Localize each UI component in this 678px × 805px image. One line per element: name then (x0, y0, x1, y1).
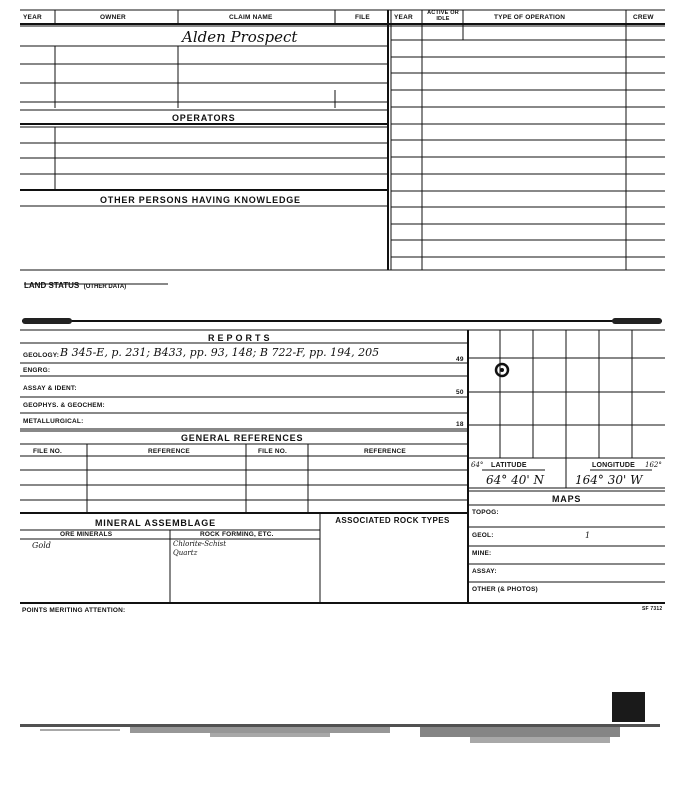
maps-geol: GEOL: (472, 532, 494, 539)
land-status-label: LAND STATUS (24, 281, 80, 290)
report-number-18: 18 (456, 421, 464, 428)
geology-value: B 345-E, p. 231; B433, pp. 93, 148; B 722-F, pp. 194, 205 (60, 346, 380, 359)
assay-ident-label: ASSAY & IDENT: (23, 385, 77, 392)
header-year: YEAR (23, 14, 42, 21)
ref-reference-header: REFERENCE (148, 448, 190, 455)
header-file: FILE (355, 14, 370, 21)
rock-forming-header: ROCK FORMING, ETC. (200, 531, 274, 538)
latitude-label: LATITUDE (491, 462, 527, 469)
ref-reference-header-2: REFERENCE (364, 448, 406, 455)
reports-heading: REPORTS (208, 333, 273, 343)
header-owner: OWNER (100, 14, 126, 21)
latitude-prefix: 64° (471, 461, 484, 469)
header-claim-name: CLAIM NAME (229, 14, 273, 21)
mineral-assemblage-heading: MINERAL ASSEMBLAGE (95, 518, 216, 528)
longitude-value: 164° 30' W (575, 473, 643, 487)
ref-file-no-header: FILE NO. (33, 448, 63, 455)
ore-minerals-header: ORE MINERALS (60, 531, 113, 538)
rock-forming-value-1: Chlorite-Schist (173, 540, 227, 548)
rock-forming-value-2: Quartz (173, 549, 198, 557)
header-active-or-idle: ACTIVE OR IDLE (427, 10, 459, 22)
report-number-50: 50 (456, 389, 464, 396)
maps-mine: MINE: (472, 550, 492, 557)
land-status-sub: (OTHER DATA) (83, 284, 127, 290)
longitude-suffix: 162° (645, 461, 662, 469)
land-status (24, 275, 126, 293)
latitude-value: 64° 40' N (486, 473, 544, 487)
maps-assay: ASSAY: (472, 568, 497, 575)
maps-other: OTHER (& PHOTOS) (472, 586, 538, 593)
longitude-label: LONGITUDE (592, 462, 636, 469)
maps-geol-mark: 1 (585, 531, 591, 540)
ore-mineral-value: Gold (32, 541, 51, 550)
points-meriting-attention: POINTS MERITING ATTENTION: (22, 607, 126, 614)
other-persons-heading: OTHER PERSONS HAVING KNOWLEDGE (100, 195, 301, 205)
engrg-label: ENGRG: (23, 367, 51, 374)
maps-heading: MAPS (552, 494, 582, 504)
report-number-49: 49 (456, 356, 464, 363)
claim-name-value: Alden Prospect (182, 28, 298, 46)
general-references-heading: GENERAL REFERENCES (181, 433, 304, 443)
form-number: SF 7312 (642, 606, 663, 612)
associated-rock-types: ASSOCIATED ROCK TYPES (335, 516, 450, 525)
ref-file-no-header-2: FILE NO. (258, 448, 288, 455)
header-type-of-operation: TYPE OF OPERATION (494, 14, 566, 21)
header-crew: CREW (633, 14, 654, 21)
maps-topog: TOPOG: (472, 509, 499, 516)
header-year-2: YEAR (394, 14, 413, 21)
operators-heading: OPERATORS (172, 113, 236, 123)
geology-label: GEOLOGY: (23, 352, 60, 359)
geophys-geochem-label: GEOPHYS. & GEOCHEM: (23, 402, 105, 409)
metallurgical-label: METALLURGICAL: (23, 418, 84, 425)
